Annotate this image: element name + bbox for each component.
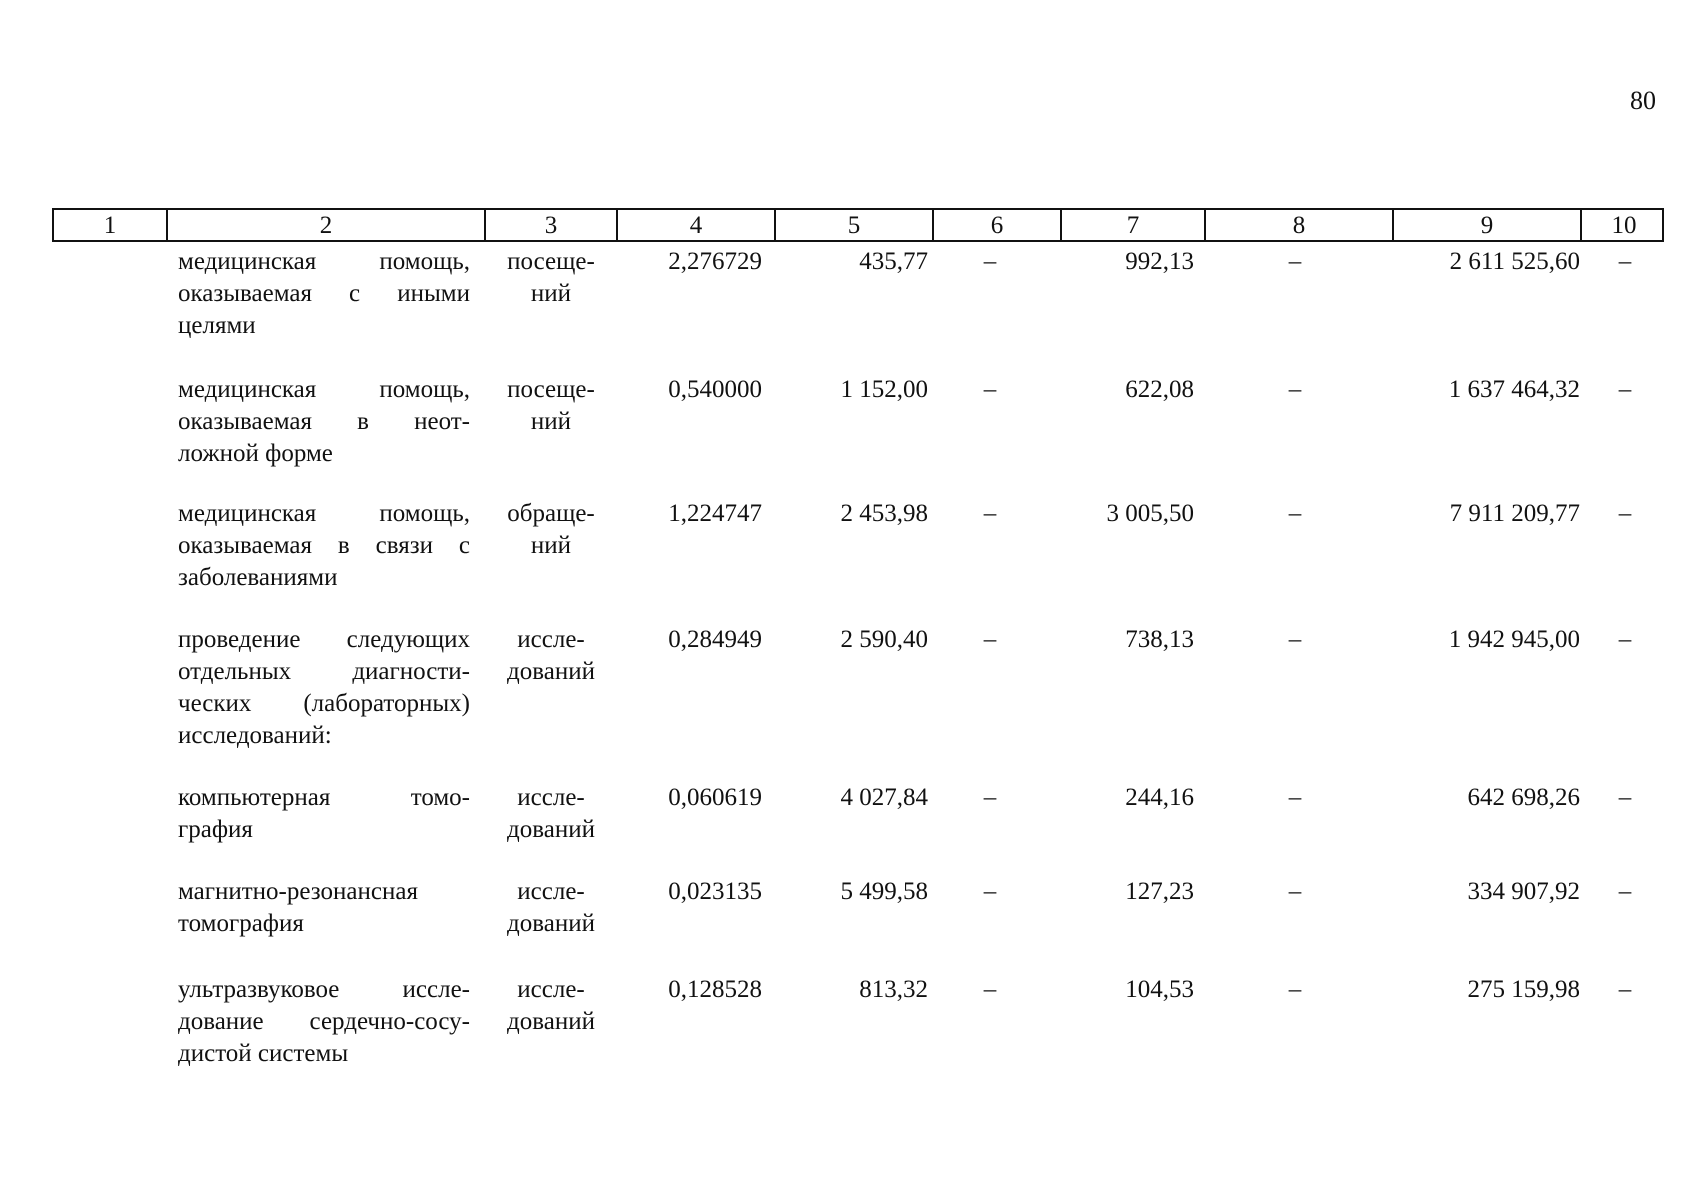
unit: иссле-дований (507, 626, 595, 685)
service-name: ультразвуковое иссле-дование сердечно-сосу-дистой системы (178, 976, 470, 1067)
col-6-value: – (983, 878, 997, 905)
header-cell-8: 8 (1206, 210, 1394, 240)
col-10-value: – (1618, 248, 1632, 275)
col-10-value: – (1618, 976, 1632, 1003)
service-name: медицинская помощь, оказываемая в связи с заболеваниями (178, 500, 470, 591)
page-number: 80 (1630, 86, 1656, 115)
service-name: компьютерная томо-графия (178, 784, 470, 843)
unit: иссле-дований (507, 878, 595, 937)
col-10-value: – (1618, 626, 1632, 653)
col-5-value: 813,32 (859, 976, 928, 1003)
col-8-value: – (1288, 248, 1302, 275)
col-5-value: 1 152,00 (840, 376, 928, 403)
col-5-value: 2 590,40 (840, 626, 928, 653)
col-7-value: 3 005,50 (1106, 500, 1194, 527)
col-4-value: 2,276729 (668, 248, 762, 275)
col-6-value: – (983, 976, 997, 1003)
service-name: медицинская помощь, оказываемая в неот-ложной форме (178, 376, 470, 467)
col-8-value: – (1288, 500, 1302, 527)
unit: посеще-ний (507, 248, 595, 307)
header-cell-2: 2 (168, 210, 486, 240)
col-5-value: 4 027,84 (840, 784, 928, 811)
table-header (52, 208, 1664, 242)
col-10-value: – (1618, 784, 1632, 811)
col-5-value: 435,77 (859, 248, 928, 275)
col-7-value: 104,53 (1125, 976, 1194, 1003)
col-5-value: 2 453,98 (840, 500, 928, 527)
header-cell-10: 10 (1611, 211, 1637, 239)
col-4-value: 0,060619 (668, 784, 762, 811)
col-10-value: – (1618, 878, 1632, 905)
header-cell-7: 7 (1062, 210, 1206, 240)
col-8-value: – (1288, 878, 1302, 905)
header-cell-5: 5 (776, 210, 934, 240)
col-9-value: 1 637 464,32 (1448, 376, 1580, 403)
col-6-value: – (983, 248, 997, 275)
col-6-value: – (983, 784, 997, 811)
col-6-value: – (983, 376, 997, 403)
col-7-value: 244,16 (1125, 784, 1194, 811)
col-7-value: 622,08 (1125, 376, 1194, 403)
header-cell-4: 4 (618, 210, 776, 240)
col-9-value: 642 698,26 (1467, 784, 1580, 811)
col-7-value: 738,13 (1125, 626, 1194, 653)
service-name: проведение следующих отдельных диагности-ческих (лабораторных) исследований: (178, 626, 470, 749)
header-cell-6: 6 (934, 210, 1062, 240)
header-cell-3: 3 (486, 210, 618, 240)
col-8-value: – (1288, 976, 1302, 1003)
col-4-value: 0,128528 (668, 976, 762, 1003)
col-8-value: – (1288, 376, 1302, 403)
col-4-value: 0,284949 (668, 626, 762, 653)
col-9-value: 1 942 945,00 (1448, 626, 1580, 653)
col-7-value: 127,23 (1125, 878, 1194, 905)
service-name: медицинская помощь, оказываемая с иными целями (178, 248, 470, 339)
unit: иссле-дований (507, 976, 595, 1035)
col-9-value: 7 911 209,77 (1449, 500, 1580, 527)
col-9-value: 334 907,92 (1467, 878, 1580, 905)
col-8-value: – (1288, 784, 1302, 811)
col-5-value: 5 499,58 (840, 878, 928, 905)
col-4-value: 0,023135 (668, 878, 762, 905)
header-cell-9: 9 (1394, 210, 1582, 240)
col-6-value: – (983, 626, 997, 653)
col-7-value: 992,13 (1125, 248, 1194, 275)
col-10-value: – (1618, 500, 1632, 527)
col-4-value: 1,224747 (668, 500, 762, 527)
col-4-value: 0,540000 (668, 376, 762, 403)
header-cell-1: 1 (54, 210, 168, 240)
col-8-value: – (1288, 626, 1302, 653)
unit: обраще-ний (507, 500, 595, 559)
col-10-value: – (1618, 376, 1632, 403)
col-6-value: – (983, 500, 997, 527)
col-9-value: 275 159,98 (1467, 976, 1580, 1003)
service-name: магнитно-резонансная томография (178, 878, 418, 937)
unit: иссле-дований (507, 784, 595, 843)
unit: посеще-ний (507, 376, 595, 435)
col-9-value: 2 611 525,60 (1449, 248, 1580, 275)
